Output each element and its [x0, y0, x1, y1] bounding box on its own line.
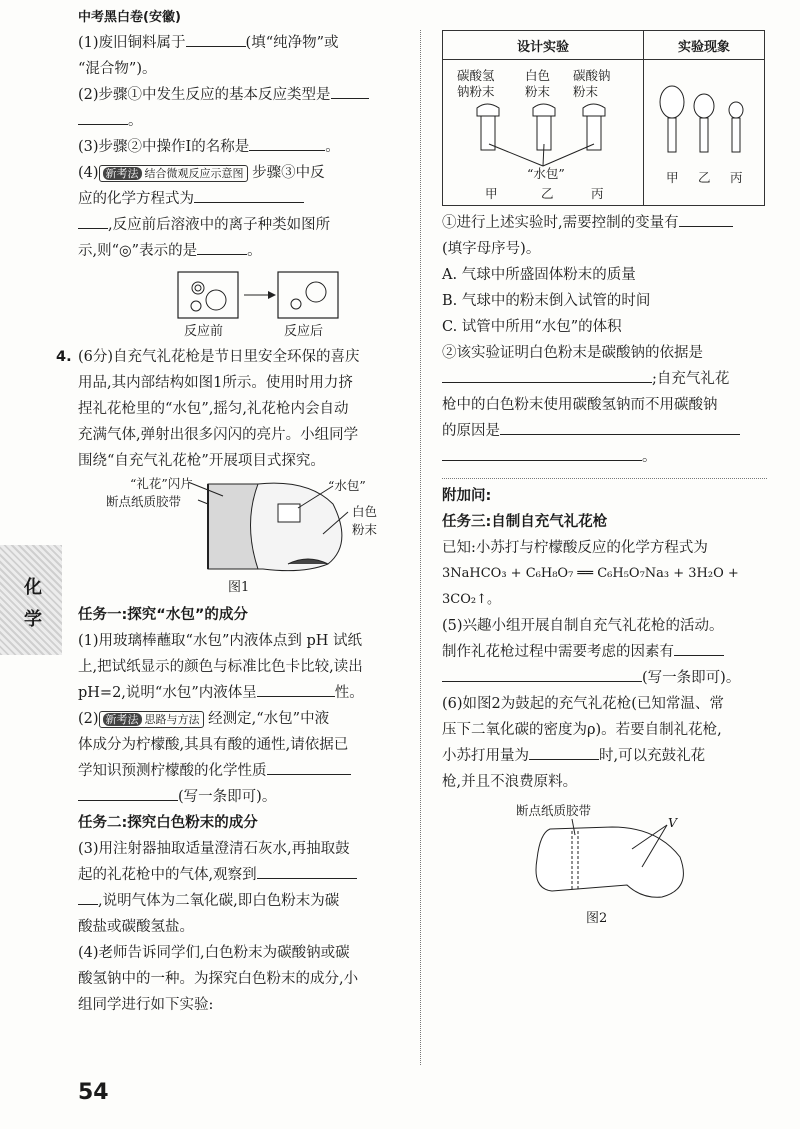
page-header: 中考黑白卷(安徽) — [78, 10, 181, 25]
ion-diagram — [78, 270, 408, 340]
fig1-label-tape: 断点纸质胶带 — [106, 494, 182, 509]
figure-2 — [442, 801, 767, 926]
answer-blank[interactable] — [78, 890, 98, 905]
fig2-caption: 图2 — [586, 911, 608, 926]
column-divider — [420, 30, 421, 1065]
side-tab-char: 化 — [24, 577, 42, 598]
table-head-design: 设计实验 — [443, 31, 644, 60]
right-column: 设计实验 实验现象 碳酸氢 钠粉末 白色 粉末 碳酸钠 粉末 “水包” 甲 乙 丙 甲 乙 丙 ①进行上述实验时,需要控制的变量有 (填字母序号)。 A. 气球中所盛固体粉末的质量 B. 气球中的粉末倒入试管的时间 C. 试管中所用“水包”的体积 ②该实验证明白色粉末是碳酸钠的依据是 ;自充气礼花 枪中的白色粉末使用碳酸氢钠而不用碳酸钠 的原因是 。 附加问: 任务三:自制自充气礼花枪 已知:小苏打与柠檬酸反应的化学方程式为 3NaHCO₃ + C₆H₈O₇ ══ C₆H₅O₇Na₃ + 3H₂O + 3CO₂↑。 (5)兴趣小组开展自制自充气礼花枪的活动。 制作礼花枪过程中需要考虑的因素有 (写一条即可)。 (6)如图2为鼓起的充气礼花枪(已知常温、常 压下二氧化碳的密度为ρ)。若要自制礼花枪, 小苏打用量为 时,可以充鼓礼花 枪,并且不浪费原料。 断点纸质胶带 V 图2 — [442, 30, 767, 926]
answer-blank[interactable] — [442, 368, 652, 383]
fig2-label-v: V — [668, 815, 678, 830]
fig1-label-powder-a: 白色 — [352, 504, 378, 519]
problem-4: 4. (6分)自充气礼花枪是节日里安全环保的喜庆 — [56, 349, 360, 365]
task-3-title: 任务三:自制自充气礼花枪 — [442, 514, 608, 530]
answer-blank[interactable] — [186, 32, 246, 47]
figure-2-svg — [442, 819, 767, 904]
table-head-result: 实验现象 — [644, 31, 765, 60]
subject-side-tab — [0, 545, 62, 655]
answer-blank[interactable] — [78, 786, 178, 801]
side-tab-char: 学 — [24, 609, 42, 630]
answer-blank[interactable] — [679, 212, 733, 227]
task-1-title: 任务一:探究“水包”的成分 — [78, 607, 248, 623]
task-2-title: 任务二:探究白色粉末的成分 — [78, 815, 258, 831]
fig1-label-powder-b: 粉末 — [352, 522, 378, 537]
answer-blank[interactable] — [78, 110, 128, 125]
answer-blank[interactable] — [267, 760, 351, 775]
answer-blank[interactable] — [500, 420, 740, 435]
water-bag-label: “水包” — [527, 166, 565, 181]
q4: (4) 新考法 结合微观反应示意图 步骤③中反 — [78, 165, 325, 181]
design-cell: 碳酸氢 钠粉末 白色 粉末 碳酸钠 粉末 “水包” 甲 乙 丙 — [443, 60, 644, 206]
answer-blank[interactable] — [442, 667, 642, 682]
fig-before-label: 反应前 — [184, 324, 224, 339]
answer-blank[interactable] — [257, 864, 357, 879]
method-tag: 新考法 思路与方法 — [99, 711, 204, 728]
answer-blank[interactable] — [249, 136, 325, 151]
fig-after-label: 反应后 — [284, 324, 324, 339]
balloon-diagram — [644, 80, 764, 170]
figure-1 — [78, 474, 408, 596]
answer-blank[interactable] — [529, 745, 599, 760]
fig2-label-tape: 断点纸质胶带 — [516, 803, 592, 818]
left-column: (1)废旧铜料属于 (填“纯净物”或 “混合物”)。 (2)步骤①中发生反应的基本反应类型是 。 (3)步骤②中操作Ⅰ的名称是 。 (4) 新考法 结合微观反应示意图 步骤③中反 应的化学方程式为 ,反应前后溶液中的离子种类如图所 示,则“◎”表示的是 。 反应前 反应后 4. (6分)自充气礼花枪是节日里安全环保的喜庆 用品,其内部结构如图1所示。使用时用力挤 捏礼花枪里的“水包”,摇匀,礼花枪内会自动 充满气体,弹射出很多闪闪的亮片。小组同学 围绕“自充气礼花枪”开展项目式探究。 “礼花”闪片 断点纸质胶带 “水包” 白色 粉末 图1 任务一:探究“水包”的成分 (1)用玻璃棒蘸取“水包”内液体点到 pH 试纸 上,把试纸显示的颜色与标准比色卡比较,读出 pH=2,说明“水包”内液体呈 性。 (2) 新考法 思路与方法 经测定,“水包”中液 体成分为柠檬酸,其具有酸的通性,请依据已 学知识预测柠檬酸的化学性质 (写一条即可)。 任务二:探究白色粉末的成分 (3)用注射器抽取适量澄清石灰水,再抽取鼓 起的礼花枪中的气体,观察到 ,说明气体为二氧化碳,即白色粉末为碳 酸盐或碳酸氢盐。 (4)老师告诉同学们,白色粉末为碳酸钠或碳 酸氢钠中的一种。为探究白色粉末的成分,小 组同学进行如下实验: — [78, 30, 408, 1018]
fig1-caption: 图1 — [228, 580, 250, 595]
answer-blank[interactable] — [674, 641, 724, 656]
result-cell: 甲 乙 丙 — [644, 60, 765, 206]
extra-section: 附加问: 任务三:自制自充气礼花枪 已知:小苏打与柠檬酸反应的化学方程式为 3NaHCO₃ + C₆H₈O₇ ══ C₆H₅O₇Na₃ + 3H₂O + 3CO₂↑。 (5)兴趣小组开展自制自充气礼花枪的活动。 制作礼花枪过程中需要考虑的因素有 (写一条即可)。 (6)如图2为鼓起的充气礼花枪(已知常温、常 压下二氧化碳的密度为ρ)。若要自制礼花枪, 小苏打用量为 时,可以充鼓礼花 枪,并且不浪费原料。 — [442, 478, 767, 795]
answer-blank[interactable] — [257, 682, 335, 697]
q2: (2)步骤①中发生反应的基本反应类型是 — [78, 82, 408, 108]
equation: 3NaHCO₃ + C₆H₈O₇ ══ C₆H₅O₇Na₃ + 3H₂O + — [442, 566, 739, 581]
answer-blank[interactable] — [331, 84, 369, 99]
method-tag: 新考法 结合微观反应示意图 — [99, 165, 248, 182]
answer-blank[interactable] — [197, 240, 247, 255]
ion-diagram-svg — [78, 270, 408, 340]
fig1-label-flakes: “礼花”闪片 — [130, 476, 193, 491]
answer-blank[interactable] — [194, 188, 304, 203]
answer-blank[interactable] — [78, 214, 108, 229]
fig1-label-waterbag: “水包” — [328, 478, 366, 493]
answer-blank[interactable] — [442, 446, 642, 461]
q3: (3)步骤②中操作Ⅰ的名称是 。 — [78, 134, 408, 160]
experiment-table — [442, 30, 765, 206]
q1: (1)废旧铜料属于 (填“纯净物”或 — [78, 30, 408, 56]
page-number: 54 — [78, 1080, 109, 1105]
